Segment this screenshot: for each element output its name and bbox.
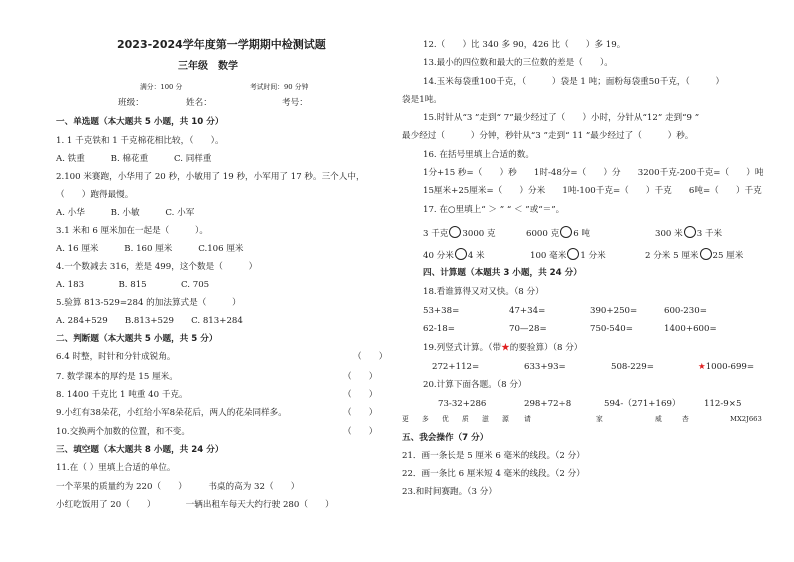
mixed-calc: 594-（271+169） bbox=[604, 399, 681, 409]
question-text: 5.验算 813-529=284 的加法算式是（ ） bbox=[56, 298, 241, 308]
options: A. 284+529 B.813+529 C. 813+284 bbox=[56, 316, 243, 326]
class-field: 班级： bbox=[118, 98, 144, 108]
question-text: 1. 1 千克铁和 1 千克棉花相比较，（ ）。 bbox=[56, 136, 224, 146]
vertical-calc: ★1000-699= bbox=[698, 362, 755, 372]
options: A. 183 B. 815 C. 705 bbox=[56, 280, 210, 290]
question-text: （ ）跑得最慢。 bbox=[56, 190, 134, 200]
watermark-char: 滋 bbox=[482, 415, 489, 423]
answer-bracket: （ ） bbox=[353, 352, 388, 362]
exam-number-field: 考号： bbox=[282, 98, 308, 108]
question-text: 1分+15 秒=（ ）秒 1时-48分=（ ）分 3200千克-200千克=（ ）吨 bbox=[423, 168, 764, 178]
watermark-char: 多 bbox=[422, 415, 429, 423]
name-field: 姓名： bbox=[186, 98, 212, 108]
compare-item: 3 千克 3000 克 bbox=[423, 226, 496, 239]
watermark-char: 威 bbox=[655, 415, 662, 423]
watermark-char: 源 bbox=[502, 415, 509, 423]
compare-circle[interactable] bbox=[700, 248, 712, 260]
watermark-char: 家 bbox=[596, 415, 603, 423]
question-text: 最少经过（ ）分钟，秒针从“3 ”走到“ 11 ”最少经过了（ ）秒。 bbox=[402, 131, 694, 141]
star-icon: ★ bbox=[698, 362, 706, 372]
options: A. 16 厘米 B. 160 厘米 C.106 厘米 bbox=[56, 244, 244, 254]
question-text: 袋是1吨。 bbox=[402, 95, 442, 105]
compare-circle[interactable] bbox=[449, 226, 461, 238]
calc-item: 47+34= bbox=[509, 306, 546, 316]
compare-circle[interactable] bbox=[567, 248, 579, 260]
compare-item: 2 分米 5 厘米 25 厘米 bbox=[645, 248, 743, 261]
vertical-calc: 272+112= bbox=[432, 362, 480, 372]
calc-item: 390+250= bbox=[590, 306, 638, 316]
watermark-code: MX2J663 bbox=[730, 415, 762, 423]
question-text: 20.计算下面各题。（8 分） bbox=[423, 380, 527, 390]
question-text: 15.时针从“3 ”走到“ 7”最少经过了（ ）小时，分针从“12” 走到“9 ” bbox=[423, 113, 700, 123]
answer-bracket: （ ） bbox=[343, 372, 378, 382]
mixed-calc: 73-32+286 bbox=[438, 399, 487, 409]
question-text-rest: 的要验算）（8 分） bbox=[509, 343, 583, 353]
question-text: 6.4 时整，时针和分针成锐角。 bbox=[56, 352, 176, 362]
question-text: 12.（ ）比 340 多 90，426 比（ ）多 19。 bbox=[423, 40, 626, 50]
mixed-calc: 298+72÷8 bbox=[524, 399, 572, 409]
section-heading: 三、填空题（本大题共 8 小题，共 24 分） bbox=[56, 445, 224, 455]
section-heading: 四、计算题（本题共 3 小题，共 24 分） bbox=[423, 268, 582, 278]
question-text: 14.玉米每袋重100千克，（ ）袋是 1 吨；面粉每袋重50千克，（ ） bbox=[423, 77, 725, 87]
star-icon: ★ bbox=[501, 343, 510, 353]
question-text: 3.1 米和 6 厘米加在一起是（ ）。 bbox=[56, 226, 208, 236]
calc-item: 70—28= bbox=[509, 324, 547, 334]
exam-title: 2023-2024学年度第一学期期中检测试题 bbox=[117, 38, 326, 51]
question-text: 10.交换两个加数的位置，和不变。 bbox=[56, 427, 190, 437]
question-text: 小红吃饭用了 20（ ） 一辆出租车每天大约行驶 280（ ） bbox=[56, 500, 334, 510]
section-heading: 一、单选题（本大题共 5 小题，共 10 分） bbox=[56, 117, 224, 127]
compare-circle[interactable] bbox=[455, 248, 467, 260]
question-text: 23.和时间赛跑。（3 分） bbox=[402, 487, 497, 497]
calc-item: 750-540= bbox=[590, 324, 633, 334]
watermark-char: 更 bbox=[402, 415, 409, 423]
question-text: 18.看谁算得又对又快。（8 分） bbox=[423, 287, 544, 297]
question-text: 19.列竖式计算。（带★的要验算）（8 分） bbox=[423, 343, 583, 353]
compare-circle[interactable] bbox=[560, 226, 572, 238]
answer-bracket: （ ） bbox=[343, 390, 378, 400]
vertical-calc: 633+93= bbox=[524, 362, 566, 372]
answer-bracket: （ ） bbox=[343, 427, 378, 437]
watermark-char: 杏 bbox=[682, 415, 689, 423]
question-text: 21．画一条长是 5 厘米 6 毫米的线段。（2 分） bbox=[402, 451, 585, 461]
section-heading: 五、我会操作（7 分） bbox=[402, 433, 489, 443]
question-text: 11.在（ ）里填上合适的单位。 bbox=[56, 463, 176, 473]
watermark-char: 请 bbox=[524, 415, 531, 423]
compare-item: 100 毫米 1 分米 bbox=[530, 248, 606, 261]
question-text: 13.最小的四位数和最大的三位数的差是（ ）。 bbox=[423, 58, 613, 68]
calc-item: 53+38= bbox=[423, 306, 460, 316]
exam-time: 考试时间：90 分钟 bbox=[250, 83, 309, 91]
question-text: 一个苹果的质量约为 220（ ） 书桌的高为 32（ ） bbox=[56, 482, 300, 492]
grade-subject: 三年级 数学 bbox=[178, 61, 238, 72]
section-heading: 二、判断题（本大题共 5 小题，共 5 分） bbox=[56, 334, 218, 344]
watermark-char: 优 bbox=[442, 415, 449, 423]
question-text: 15厘米+25厘米=（ ）分米 1吨-100千克=（ ）千克 6吨=（ ）千克 bbox=[423, 186, 762, 196]
mixed-calc: 112-9×5 bbox=[704, 399, 742, 409]
compare-circle[interactable] bbox=[684, 226, 696, 238]
question-text: 2.100 米赛跑，小华用了 20 秒，小敏用了 19 秒，小军用了 17 秒。三个人中， bbox=[56, 172, 365, 182]
question-text: 17. 在○里填上“ ＞ ” “ ＜ ”或“＝”。 bbox=[423, 205, 565, 215]
question-text: 4.一个数减去 316，差是 499，这个数是（ ） bbox=[56, 262, 258, 272]
calc-item: 600-230= bbox=[664, 306, 707, 316]
question-text: 8. 1400 千克比 1 吨重 40 千克。 bbox=[56, 390, 188, 400]
answer-bracket: （ ） bbox=[343, 408, 378, 418]
compare-item: 300 米 3 千米 bbox=[655, 226, 722, 239]
question-text: 16. 在括号里填上合适的数。 bbox=[423, 150, 534, 160]
options: A. 小华 B. 小敏 C. 小军 bbox=[56, 208, 195, 218]
watermark-char: 质 bbox=[462, 415, 469, 423]
full-score: 满分：100 分 bbox=[140, 83, 183, 91]
question-text: 9.小红有38朵花，小红给小军8朵花后，两人的花朵同样多。 bbox=[56, 408, 287, 418]
calc-item: 1400+600= bbox=[664, 324, 717, 334]
calc-item: 62-18= bbox=[423, 324, 455, 334]
compare-item: 40 分米 4 米 bbox=[423, 248, 485, 261]
question-text: 22．画一条比 6 厘米短 4 毫米的线段。（2 分） bbox=[402, 469, 585, 479]
compare-item: 6000 克 6 吨 bbox=[526, 226, 590, 239]
options: A. 铁重 B. 棉花重 C. 同样重 bbox=[56, 154, 212, 164]
vertical-calc: 508-229= bbox=[611, 362, 654, 372]
question-text: 7. 数学课本的厚约是 15 厘米。 bbox=[56, 372, 178, 382]
